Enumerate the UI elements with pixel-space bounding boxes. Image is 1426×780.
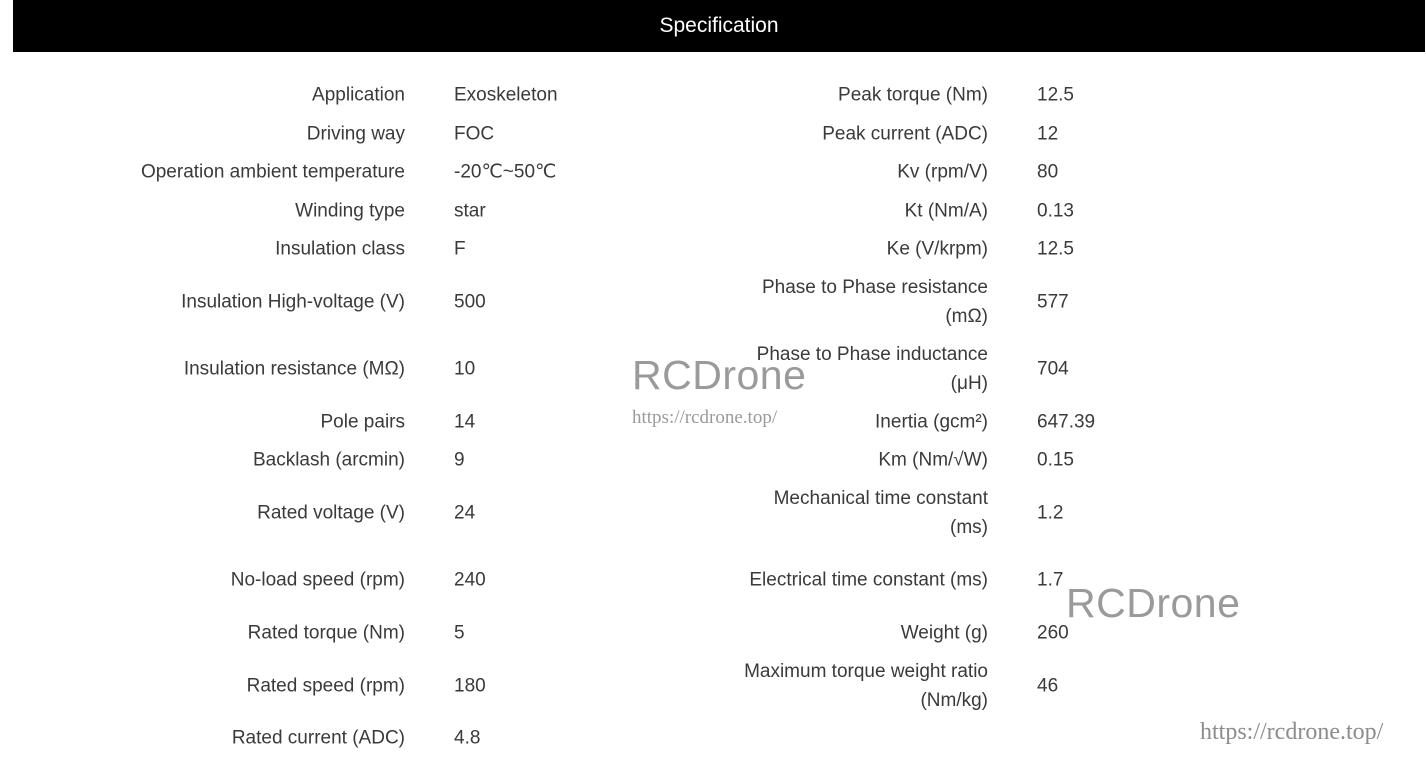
spec-label: Insulation class [275, 238, 405, 260]
watermark-brand: RCDrone [632, 352, 807, 398]
spec-value: 1.2 [1037, 502, 1064, 524]
spec-value: 0.13 [1037, 200, 1074, 222]
spec-value: 0.15 [1037, 449, 1074, 471]
spec-label: Rated voltage (V) [257, 502, 405, 524]
spec-label: Operation ambient temperature [140, 161, 405, 183]
spec-title: Specification [659, 14, 779, 37]
watermark-brand: RCDrone [1066, 580, 1241, 626]
spec-value: 180 [454, 675, 486, 697]
spec-label: Driving way [306, 123, 405, 145]
spec-label: Pole pairs [320, 411, 405, 433]
spec-label: Inertia (gcm²) [875, 411, 988, 433]
spec-label: Mechanical time constant (ms) [773, 488, 988, 538]
spec-value: 4.8 [454, 727, 481, 749]
spec-label: Rated speed (rpm) [246, 675, 405, 697]
spec-value: 9 [454, 449, 465, 471]
spec-label: Ke (V/krpm) [886, 238, 988, 260]
spec-value: 12.5 [1037, 238, 1074, 260]
spec-value: 46 [1037, 675, 1059, 697]
spec-label: No-load speed (rpm) [230, 569, 405, 591]
spec-value: 577 [1037, 291, 1069, 313]
watermark-url: https://rcdrone.top/ [632, 407, 778, 428]
spec-value: 10 [454, 358, 476, 380]
spec-label: Insulation High-voltage (V) [181, 291, 405, 313]
spec-label: Peak torque (Nm) [838, 84, 988, 106]
spec-label: Backlash (arcmin) [252, 449, 405, 471]
spec-value: 24 [454, 502, 476, 524]
spec-label: Kt (Nm/A) [904, 200, 988, 222]
spec-label: Phase to Phase resistance (mΩ) [761, 277, 988, 327]
spec-value: FOC [454, 123, 495, 145]
spec-label: Phase to Phase inductance (μH) [756, 344, 988, 394]
spec-label: Km (Nm/√W) [878, 449, 988, 471]
spec-label: Insulation resistance (MΩ) [183, 358, 405, 380]
spec-value: 12.5 [1037, 84, 1074, 106]
spec-value: 500 [454, 291, 486, 313]
spec-value: 14 [454, 411, 476, 433]
spec-value: 704 [1037, 358, 1069, 380]
spec-value: 5 [454, 622, 465, 644]
spec-label: Application [312, 84, 405, 106]
watermark-url: https://rcdrone.top/ [1200, 719, 1384, 745]
spec-value: 240 [454, 569, 486, 591]
spec-value: Exoskeleton [454, 84, 558, 106]
spec-label: Maximum torque weight ratio (Nm/kg) [744, 661, 988, 711]
spec-value: 12 [1037, 123, 1059, 145]
spec-label: Weight (g) [900, 622, 988, 644]
spec-value: 80 [1037, 161, 1059, 183]
spec-value: 647.39 [1037, 411, 1096, 433]
spec-label: Winding type [295, 200, 405, 222]
spec-value: -20℃~50℃ [454, 161, 557, 183]
spec-label: Rated current (ADC) [231, 727, 405, 749]
spec-label: Electrical time constant (ms) [749, 569, 988, 591]
spec-value: 260 [1037, 622, 1069, 644]
spec-label: Kv (rpm/V) [897, 161, 988, 183]
spec-label: Rated torque (Nm) [247, 622, 405, 644]
spec-header [13, 0, 1425, 52]
spec-value: star [454, 200, 486, 222]
spec-value: 1.7 [1037, 569, 1064, 591]
spec-label: Peak current (ADC) [822, 123, 988, 145]
spec-value: F [454, 238, 466, 260]
